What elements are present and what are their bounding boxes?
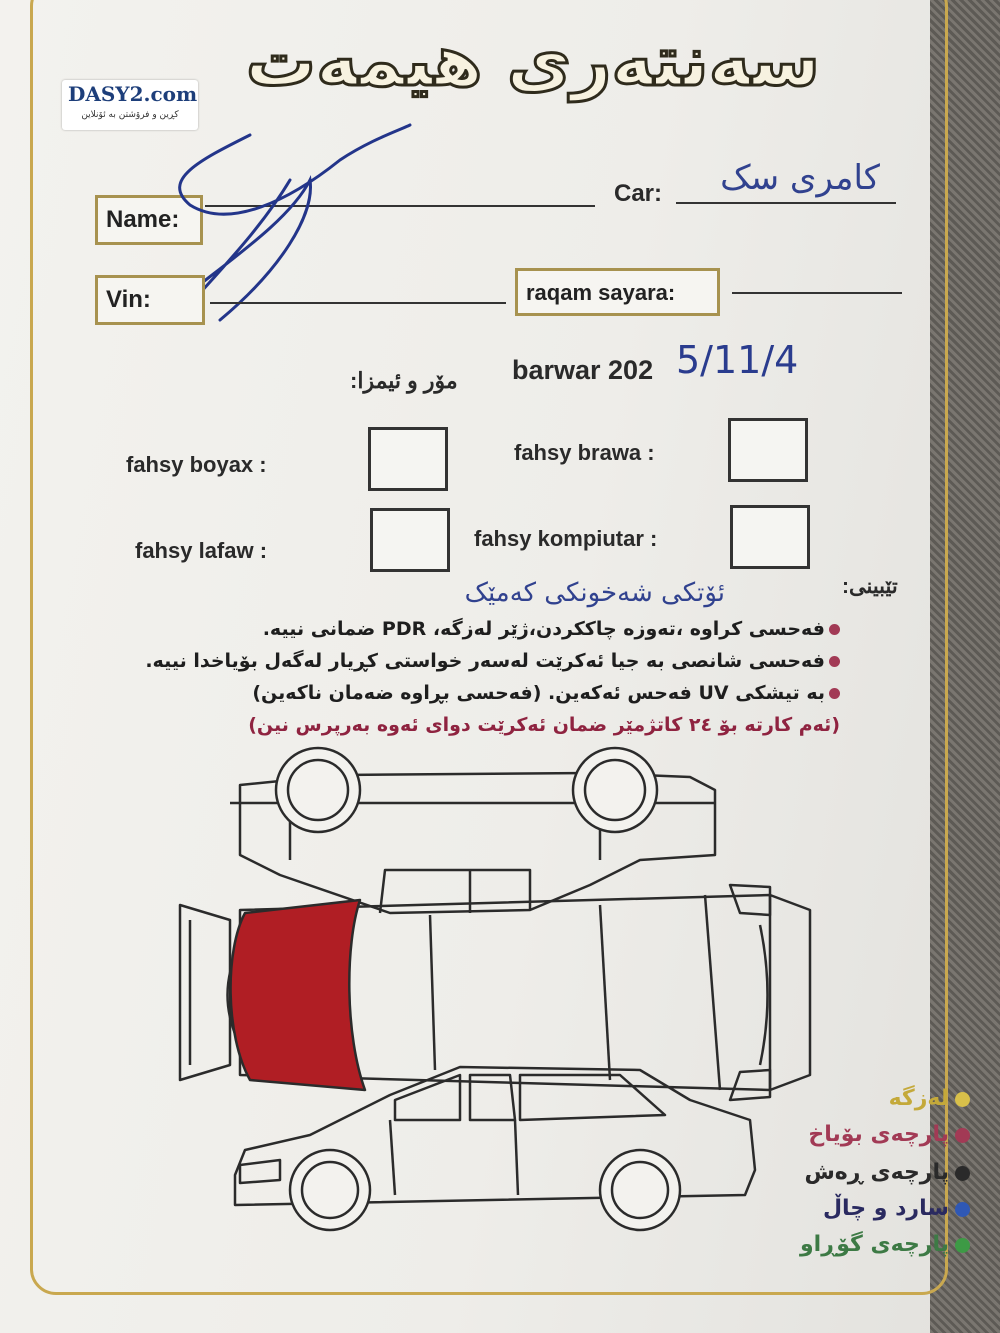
note-item: فەحسی کراوە ،تەوزە چاککردن،ژێر لەزگە، PDR ضمانی نییە.	[263, 618, 840, 640]
plate-label: raqam sayara:	[515, 268, 720, 316]
painted-rear-mark	[231, 900, 365, 1090]
check-computer-label: fahsy kompiutar :	[474, 526, 658, 551]
car-line	[676, 202, 896, 204]
legend-dot-icon	[955, 1128, 970, 1143]
note-item: فەحسی شانصی بە جیا ئەکرێت لەسەر خواستی کڕیار لەگەل بۆیاخدا نییە.	[145, 650, 840, 672]
check-wrap-label: fahsy lafaw :	[135, 538, 268, 563]
check-cut-box[interactable]	[728, 418, 808, 482]
legend-item: لەزگە	[790, 1086, 970, 1111]
check-paint-label: fahsy boyax :	[126, 452, 267, 477]
legend-item: سارد و چاڵ	[790, 1196, 970, 1221]
bullet-icon	[829, 688, 840, 699]
check-computer-box[interactable]	[730, 505, 810, 569]
watermark-logo: DASY2.com	[68, 82, 198, 106]
wheel-icon	[276, 748, 657, 832]
watermark-tagline: کڕین و فرۆشتن بە ئۆنلاین	[81, 110, 179, 120]
date-label: barwar 202	[512, 355, 654, 385]
plate-line	[732, 292, 902, 294]
wheel-icon	[290, 1150, 680, 1230]
car-damage-diagram	[170, 745, 830, 1255]
note-warning: (ئەم کارتە بۆ ٢٤ کاتژمێر ضمان ئەکرێت دوای ئەوە بەرپرس نین)	[248, 714, 840, 736]
name-label: Name:	[95, 195, 203, 245]
car-label: Car:	[614, 180, 663, 207]
legend-dot-icon	[955, 1202, 970, 1217]
date-value: 5/11/4	[676, 338, 799, 382]
car-value: کامری سک	[720, 158, 880, 198]
notes-header: تێبینی:	[842, 575, 898, 598]
legend-dot-icon	[955, 1166, 970, 1181]
notes-handwritten: ئۆتکی شەخونکی کەمێک	[464, 578, 725, 608]
legend-item: پارچەی ڕەش	[790, 1160, 970, 1185]
check-cut-label: fahsy brawa :	[514, 440, 655, 465]
legend-item: پارچەی بۆیاخ	[790, 1122, 970, 1147]
vin-line	[210, 302, 506, 304]
check-paint-box[interactable]	[368, 427, 448, 491]
bullet-icon	[829, 624, 840, 635]
legend-item: پارچەی گۆڕاو	[790, 1232, 970, 1257]
stamp-signature-label: مۆر و ئیمزا:	[350, 368, 458, 393]
check-wrap-box[interactable]	[370, 508, 450, 572]
legend-dot-icon	[955, 1238, 970, 1253]
legend-dot-icon	[955, 1092, 970, 1107]
note-item: بە تیشکی UV فەحس ئەکەین. (فەحسی بڕاوە ضەمان ناکەین)	[252, 682, 840, 704]
vin-label: Vin:	[95, 275, 205, 325]
page-title: سەنتەری هیمەت	[245, 20, 820, 102]
bullet-icon	[829, 656, 840, 667]
